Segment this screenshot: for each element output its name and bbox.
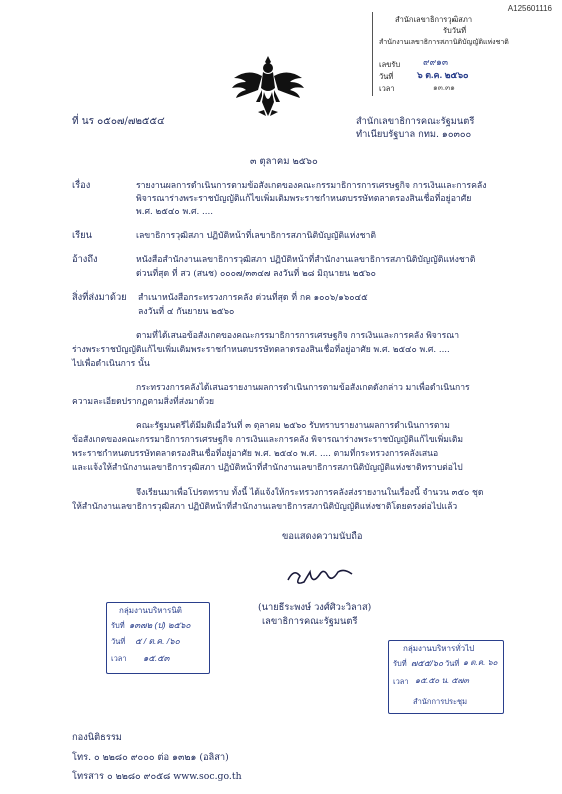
salutation-label: เรียน (72, 230, 92, 241)
right-stamp-number: ๗๕๕/๖๐ (411, 658, 444, 668)
receipt-stamp-number-label: เลขรับ (379, 60, 401, 69)
footer-department: กองนิติธรรม (72, 732, 122, 743)
receipt-stamp-date: ๖ ต.ค. ๒๕๖๐ (417, 70, 469, 80)
right-stamp-time-label: เวลา (393, 677, 409, 686)
corner-document-id: A125601116 (507, 4, 552, 13)
right-stamp-footer: สำนักการประชุม (413, 697, 468, 706)
receipt-stamp-time: ๑๓.๓๑ (433, 83, 455, 92)
body-paragraph-3-line-3: พระราชกำหนดบรรษัทตลาดรองสินเชื่อที่อยู่อาศัย พ.ศ. ๒๕๔๐ พ.ศ. .... ตามที่กระทรวงการคลังเสนอ (72, 449, 439, 459)
right-stamp-date-label: วันที่ (445, 659, 460, 668)
enclosure-label: สิ่งที่ส่งมาด้วย (72, 292, 127, 303)
left-stamp-number-label: รับที่ (111, 621, 125, 630)
receipt-stamp-line3: สำนักงานเลขาธิการสภานิติบัญญัติแห่งชาติ (379, 39, 509, 46)
right-stamp-number-label: รับที่ (393, 659, 407, 668)
office-name: สำนักเลขาธิการคณะรัฐมนตรี (356, 116, 475, 127)
receipt-stamp-date-label: วันที่ (379, 72, 394, 81)
subject-line-1: รายงานผลการดำเนินการตามข้อสังเกตของคณะกรรมาธิการการเศรษฐกิจ การเงินและการคลัง (136, 181, 487, 191)
salutation-text: เลขาธิการวุฒิสภา ปฏิบัติหน้าที่เลขาธิการสภานิติบัญญัติแห่งชาติ (136, 231, 377, 241)
subject-label: เรื่อง (72, 180, 91, 191)
received-stamp-right (388, 640, 504, 714)
body-paragraph-3-line-1: คณะรัฐมนตรีได้มีมติเมื่อวันที่ ๓ ตุลาคม ๒๕๖๐ รับทราบรายงานผลการดำเนินการตาม (136, 421, 450, 431)
enclosure-line-2: ลงวันที่ ๔ กันยายน ๒๕๖๐ (138, 307, 235, 317)
left-stamp-time-label: เวลา (111, 654, 127, 663)
garuda-emblem-icon (228, 52, 308, 122)
reference-line-1: หนังสือสำนักงานเลขาธิการวุฒิสภา ปฏิบัติหน้าที่สำนักงานเลขาธิการสภานิติบัญญัติแห่งชาติ (136, 255, 476, 265)
body-paragraph-2-line-1: กระทรวงการคลังได้เสนอรายงานผลการดำเนินการตามข้อสังเกตดังกล่าว มาเพื่อดำเนินการ (136, 383, 470, 393)
right-stamp-time: ๑๕.๕๐ น. ๕๗๓ (415, 676, 469, 685)
footer-telephone: โทร. ๐ ๒๒๘๐ ๙๐๐๐ ต่อ ๑๓๒๑ (อลิสา) (72, 752, 229, 763)
body-paragraph-3-line-2: ข้อสังเกตของคณะกรรมาธิการการเศรษฐกิจ การเงินและการคลัง พิจารณาร่างพระราชบัญญัติแก้ไขเพิ่มเติม (72, 435, 464, 445)
body-paragraph-3-line-4: และแจ้งให้สำนักงานเลขาธิการวุฒิสภา ปฏิบัติหน้าที่สำนักงานเลขาธิการสภานิติบัญญัติแห่งชาติทราบต่อไป (72, 463, 463, 473)
left-stamp-date: ๕ / ต.ค. /๖๐ (135, 636, 180, 646)
signer-name: (นายธีระพงษ์ วงศ์ศิวะวิลาส) (258, 602, 372, 613)
closing-phrase: ขอแสดงความนับถือ (282, 531, 363, 542)
receipt-stamp-number: ๙๙๑๓ (423, 57, 449, 67)
body-paragraph-4-line-2: ให้สำนักงานเลขาธิการวุฒิสภา ปฏิบัติหน้าที่สำนักงานเลขาธิการสภานิติบัญญัติแห่งชาติโดยตรงต่อไปแล้ว (72, 502, 458, 512)
receipt-stamp-line2: รับวันที่ (443, 26, 467, 35)
body-paragraph-1-line-3: ไปเพื่อดำเนินการ นั้น (72, 359, 150, 369)
subject-line-3: พ.ศ. ๒๕๔๐ พ.ศ. .... (136, 207, 214, 217)
received-stamp-left (106, 602, 210, 674)
left-stamp-date-label: วันที่ (111, 637, 126, 646)
left-stamp-number: ๑๓๗๒ (ป) ๒๕๖๐ (129, 620, 191, 630)
document-number: ที่ นร ๐๕๐๗/๗๒๕๕๔ (72, 116, 165, 127)
left-stamp-time: ๑๕.๕๓ (143, 653, 170, 663)
body-paragraph-1-line-2: ร่างพระราชบัญญัติแก้ไขเพิ่มเติมพระราชกำหนดบรรษัทตลาดรองสินเชื่อที่อยู่อาศัย พ.ศ. ๒๕๔๐ พ.ศ. .... (72, 345, 450, 355)
body-paragraph-2-line-2: ความละเอียดปรากฏตามสิ่งที่ส่งมาด้วย (72, 397, 215, 407)
body-paragraph-1-line-1: ตามที่ได้เสนอข้อสังเกตของคณะกรรมาธิการการเศรษฐกิจ การเงินและการคลัง พิจารณา (136, 331, 460, 341)
subject-line-2: พิจารณาร่างพระราชบัญญัติแก้ไขเพิ่มเติมพระราชกำหนดบรรษัทตลาดรองสินเชื่อที่อยู่อาศัย (136, 194, 472, 204)
reference-label: อ้างถึง (72, 254, 98, 265)
body-paragraph-4-line-1: จึงเรียนมาเพื่อโปรดทราบ ทั้งนี้ ได้แจ้งให้กระทรวงการคลังส่งรายงานในเรื่องนี้ จำนวน ๓๕๐ ชุด (136, 488, 484, 498)
receipt-stamp (372, 12, 523, 96)
signer-title: เลขาธิการคณะรัฐมนตรี (262, 616, 358, 627)
enclosure-line-1: สำเนาหนังสือกระทรวงการคลัง ด่วนที่สุด ที่ กค ๑๐๐๖/๑๖๐๔๕ (138, 293, 368, 303)
office-address: ทำเนียบรัฐบาล กทม. ๑๐๓๐๐ (356, 129, 472, 140)
document-date: ๓ ตุลาคม ๒๕๖๐ (250, 156, 318, 167)
reference-line-2: ด่วนที่สุด ที่ สว (สนช) ๐๐๐๗/๓๓๔๗ ลงวันที่ ๒๘ มิถุนายน ๒๕๖๐ (136, 269, 376, 279)
right-stamp-date: ๑ ต.ค. ๖๐ (463, 658, 498, 667)
right-stamp-title: กลุ่มงานบริหารทั่วไป (403, 644, 475, 653)
signature-icon (284, 562, 364, 592)
receipt-stamp-time-label: เวลา (379, 84, 395, 93)
receipt-stamp-line1: สำนักเลขาธิการวุฒิสภา (395, 15, 473, 24)
footer-fax: โทรสาร ๐ ๒๒๘๐ ๙๐๕๘ www.soc.go.th (72, 771, 242, 782)
left-stamp-title: กลุ่มงานบริหารนิติ (119, 606, 182, 615)
